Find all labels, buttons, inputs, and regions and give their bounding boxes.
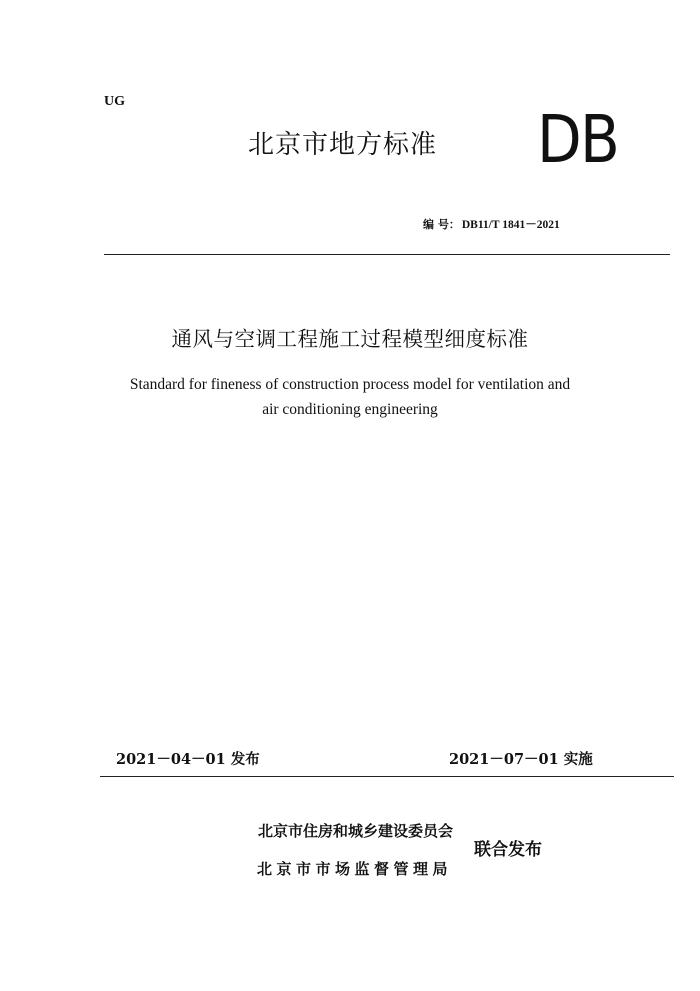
title-english-line-2: air conditioning engineering	[262, 401, 438, 418]
title-chinese: 通风与空调工程施工过程模型细度标准	[171, 327, 529, 351]
bottom-divider	[100, 776, 674, 777]
issuer-market-supervision: 北京市市场监督管理局	[257, 860, 453, 878]
title-english	[100, 372, 600, 422]
standard-code-label: 编 号：	[423, 218, 460, 231]
classification-code: UG	[104, 94, 125, 109]
joint-release-label: 联合发布	[474, 840, 542, 860]
issuer-housing-commission: 北京市住房和城乡建设委员会	[258, 822, 454, 840]
implement-date: 2021－07－01 实施	[449, 751, 593, 768]
publish-date: 2021－04－01 发布	[116, 751, 260, 768]
top-divider	[104, 254, 670, 255]
standard-code-value: DB11/T 1841－2021	[461, 219, 560, 231]
standard-type-title: 北京市地方标准	[248, 130, 438, 160]
title-english-line-1: Standard for fineness of construction process model for ventilation and	[129, 376, 571, 393]
db-logo: DB	[537, 101, 619, 178]
standard-code	[423, 216, 560, 232]
